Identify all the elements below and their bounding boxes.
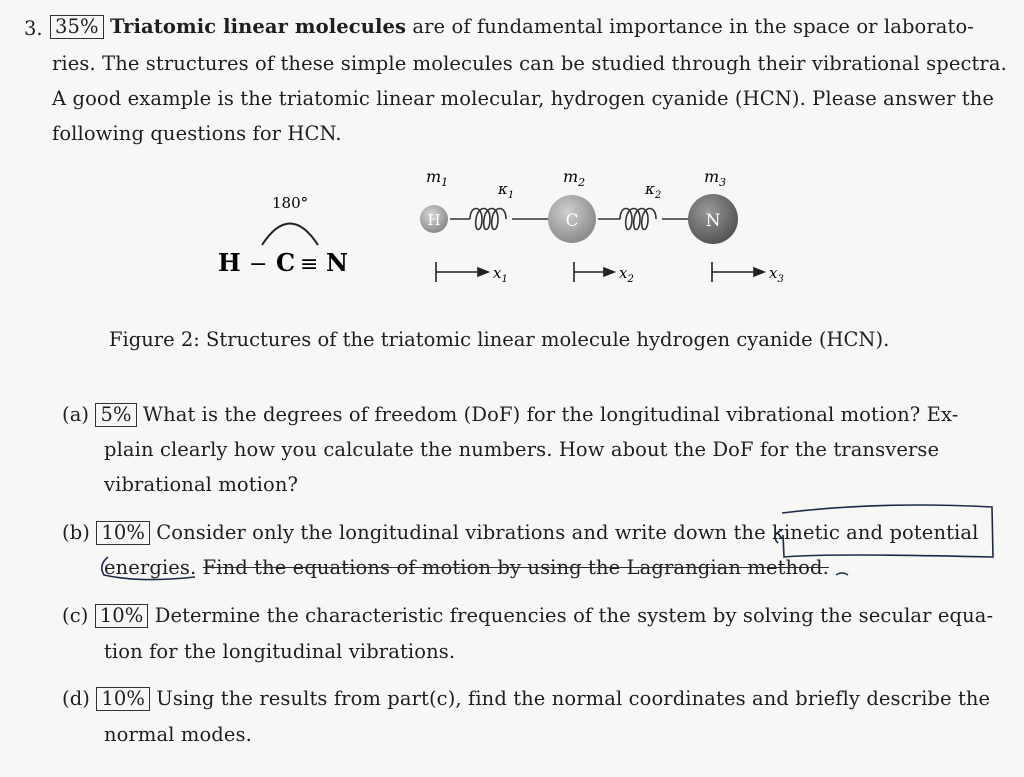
part-b-struck-text: Find the equations of motion by using the Lagrangian method. xyxy=(202,556,829,579)
part-c-label: (c) xyxy=(62,604,89,627)
part-b-label: (b) xyxy=(62,521,90,544)
part-a-text-1: What is the degrees of freedom (DoF) for the longitudinal vibrational motion? Ex- xyxy=(142,403,959,426)
displacement-label-3: $x_3$ xyxy=(769,264,784,285)
spring-1 xyxy=(450,209,550,230)
question-intro-line-1 xyxy=(50,15,974,39)
spring-label-1: $\kappa_1$ xyxy=(498,180,515,201)
question-weight-box: 35% xyxy=(50,15,104,39)
part-a-line-1 xyxy=(62,403,958,427)
spring-2 xyxy=(598,209,690,230)
angle-arc xyxy=(262,224,318,246)
part-a-line-2: plain clearly how you calculate the numbers. How about the DoF for the transverse xyxy=(104,438,940,461)
question-number: 3. xyxy=(24,17,43,40)
displacement-label-1: $x_1$ xyxy=(493,264,508,285)
part-a-label: (a) xyxy=(62,403,90,426)
question-intro-line-3: A good example is the triatomic linear molecular, hydrogen cyanide (HCN). Please answer the xyxy=(52,87,995,110)
displacement-arrow-2 xyxy=(574,262,614,282)
part-a-line-3: vibrational motion? xyxy=(104,473,299,496)
part-b-handwritten-box-2: energies. xyxy=(104,556,197,579)
intro-text: are of fundamental importance in the space or laborato- xyxy=(412,15,974,38)
part-d-line-1 xyxy=(62,687,990,711)
part-d-line-2: normal modes. xyxy=(104,723,252,746)
formula-triple-bond: ≡ xyxy=(300,252,319,277)
part-c-line-2: tion for the longitudinal vibrations. xyxy=(104,640,456,663)
displacement-arrow-3 xyxy=(712,262,764,282)
formula-single-bond: − xyxy=(249,252,268,277)
atom-n-label: N xyxy=(705,211,721,231)
atom-h-label: H xyxy=(427,211,441,229)
atom-c-label: C xyxy=(565,211,579,231)
part-c-line-1 xyxy=(62,604,993,628)
mass-label-2: $m_2$ xyxy=(563,167,586,189)
part-b-handwritten-box-1: kinetic and potential xyxy=(772,521,979,544)
part-b-text-1: Consider only the longitudinal vibrations and write down the xyxy=(156,521,766,544)
part-d-text-1: Using the results from part(c), find the normal coordinates and briefly describe the xyxy=(156,687,991,710)
question-intro-line-2: ries. The structures of these simple molecules can be studied through their vibrational spectra. xyxy=(52,52,1007,75)
formula-c: C xyxy=(276,248,296,277)
mass-label-3: $m_3$ xyxy=(704,167,727,189)
question-intro-line-4: following questions for HCN. xyxy=(52,122,342,145)
formula-h: H xyxy=(218,248,241,277)
question-title: Triatomic linear molecules xyxy=(109,15,407,38)
spring-label-2: $\kappa_2$ xyxy=(645,180,662,201)
part-a-weight-box: 5% xyxy=(95,403,136,427)
mass-label-1: $m_1$ xyxy=(426,167,449,189)
part-d-label: (d) xyxy=(62,687,90,710)
part-c-weight-box: 10% xyxy=(95,604,149,628)
formula-n: N xyxy=(326,248,348,277)
angle-label: 180° xyxy=(272,194,309,212)
part-b-weight-box: 10% xyxy=(96,521,150,545)
handwritten-annotation xyxy=(0,495,1024,615)
figure-caption: Figure 2: Structures of the triatomic linear molecule hydrogen cyanide (HCN). xyxy=(109,328,890,351)
displacement-label-2: $x_2$ xyxy=(619,264,634,285)
part-c-text-1: Determine the characteristic frequencies of the system by solving the secular equa- xyxy=(154,604,994,627)
displacement-arrow-1 xyxy=(436,262,488,282)
part-d-weight-box: 10% xyxy=(96,687,150,711)
